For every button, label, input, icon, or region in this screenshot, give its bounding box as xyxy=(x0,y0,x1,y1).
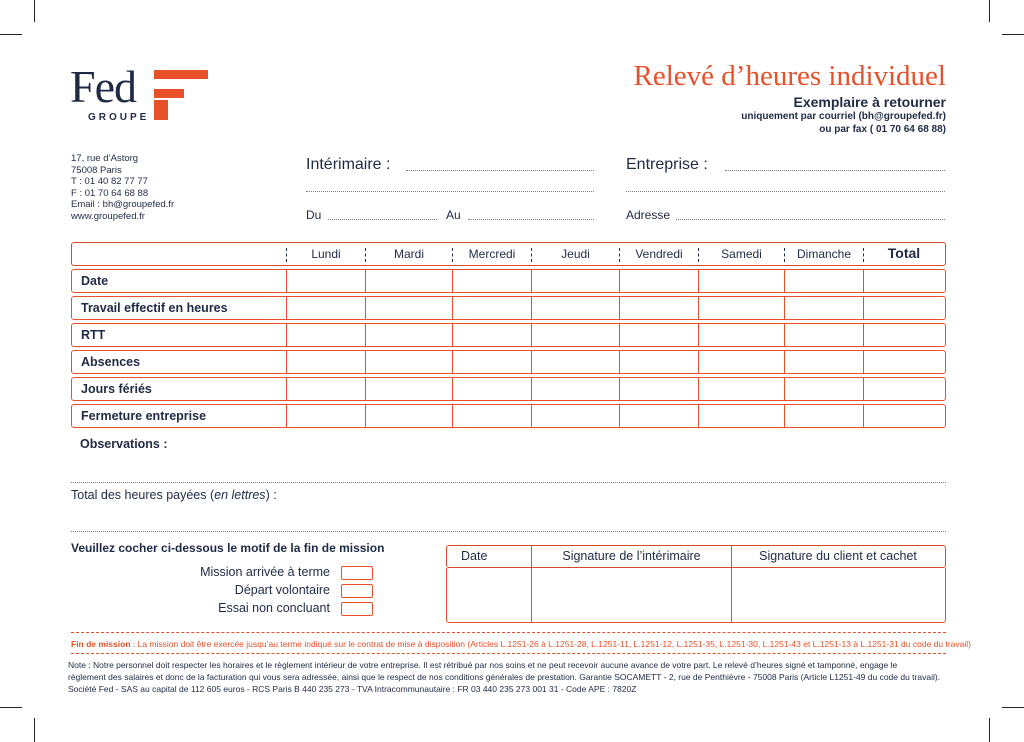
cell-lundi[interactable] xyxy=(286,377,366,401)
adresse-label: Adresse xyxy=(626,208,671,222)
cell-vendredi[interactable] xyxy=(619,323,699,347)
grid-row-date xyxy=(71,269,946,293)
crop-mark xyxy=(1002,707,1024,708)
day-header: Mercredi xyxy=(468,247,516,261)
au-label: Au xyxy=(446,208,461,222)
cell-dimanche[interactable] xyxy=(784,323,864,347)
cell-vendredi[interactable] xyxy=(619,350,699,374)
day-header: Jeudi xyxy=(561,247,590,261)
crop-mark xyxy=(989,718,990,742)
au-field[interactable] xyxy=(468,219,594,220)
grid-row-travail xyxy=(71,296,946,320)
cell-mercredi[interactable] xyxy=(452,377,532,401)
total-header: Total xyxy=(887,245,921,261)
legal-note-3: Société Fed - SAS au capital de 112 605 euros - RCS Paris B 440 235 273 - TVA Intracommunautaire : FR 03 440 235 273 001 31 - Code APE : 7820Z xyxy=(68,684,637,694)
row-label: Travail effectif en heures xyxy=(81,301,228,315)
cell-dimanche[interactable] xyxy=(784,377,864,401)
legal-note-1: Note : Notre personnel doit respecter les horaires et le règlement intérieur de votre entreprise. Il est rétribué par nos soins et ne peut recevoir aucune avance de votre part. Le relevé d’heures signé et tamponné, engage le xyxy=(68,660,898,670)
interimaire-field-line2[interactable] xyxy=(306,191,594,192)
address-line: 75008 Paris xyxy=(71,164,122,176)
cell-lundi[interactable] xyxy=(286,323,366,347)
observations-label: Observations : xyxy=(80,437,168,451)
grid-row-feries xyxy=(71,377,946,401)
footer-divider xyxy=(71,632,946,633)
signature-body xyxy=(446,568,946,623)
subtitle: Exemplaire à retourner xyxy=(793,94,946,110)
cell-lundi[interactable] xyxy=(286,404,366,428)
total-paid-label xyxy=(71,488,277,502)
cell-dimanche[interactable] xyxy=(784,296,864,320)
crop-mark xyxy=(34,0,35,22)
grid-row-absences xyxy=(71,350,946,374)
signature-client-header: Signature du client et cachet xyxy=(759,549,917,563)
logo-mark-icon xyxy=(154,70,210,122)
address-line: T : 01 40 82 77 77 xyxy=(71,176,148,187)
du-label: Du xyxy=(306,208,322,222)
cell-mercredi[interactable] xyxy=(452,323,532,347)
cell-vendredi[interactable] xyxy=(619,377,699,401)
signature-header xyxy=(446,545,946,568)
crop-mark xyxy=(0,34,22,35)
cell-mercredi[interactable] xyxy=(452,404,532,428)
signature-interimaire-cell[interactable] xyxy=(532,568,731,622)
signature-date-cell[interactable] xyxy=(447,568,531,622)
entreprise-field-line2[interactable] xyxy=(626,191,945,192)
row-label: Jours fériés xyxy=(81,382,152,396)
fin-mission-notice xyxy=(71,638,971,650)
address-line: 17, rue d’Astorg xyxy=(71,153,139,164)
row-label: Date xyxy=(81,274,109,288)
fin-mission-label: Fin de mission xyxy=(71,639,131,649)
motif-checkbox-depart[interactable] xyxy=(341,584,373,598)
logo xyxy=(70,60,150,123)
interimaire-label: Intérimaire : xyxy=(306,156,391,173)
day-header: Mardi xyxy=(393,247,424,261)
total-paid-prefix: Total des heures payées ( xyxy=(71,488,215,502)
entreprise-label: Entreprise : xyxy=(626,156,708,173)
observations-field[interactable] xyxy=(71,482,946,483)
row-label: Absences xyxy=(81,355,141,369)
du-field[interactable] xyxy=(328,219,437,220)
crop-mark xyxy=(989,0,990,22)
cell-lundi[interactable] xyxy=(286,269,366,293)
cell-dimanche[interactable] xyxy=(784,269,864,293)
cell-dimanche[interactable] xyxy=(784,404,864,428)
grid-header-row xyxy=(71,242,946,266)
motif-checkbox-terme[interactable] xyxy=(341,566,373,580)
crop-mark xyxy=(0,707,22,708)
motif-label: Départ volontaire xyxy=(234,583,330,597)
page-title: Relevé d’heures individuel xyxy=(633,60,946,92)
signature-client-cell[interactable] xyxy=(732,568,944,622)
motif-label: Mission arrivée à terme xyxy=(200,565,330,579)
legal-note-2: règlement des salaires et donc de la facturation qui vous sera adressée, ainsi que le respect de nos conditions générales de prestation. Garantie SOCAMETT - 2, rue de Penthièvre - 75008 Paris (Article L1251-49 du code du travail). xyxy=(68,672,941,682)
cell-vendredi[interactable] xyxy=(619,269,699,293)
email-instruction: uniquement par courriel (bh@groupefed.fr) xyxy=(741,111,946,122)
grid-row-fermeture xyxy=(71,404,946,428)
row-label: RTT xyxy=(81,328,106,342)
fax-instruction: ou par fax ( 01 70 64 68 88) xyxy=(819,124,946,135)
logo-sub: GROUPE xyxy=(88,112,150,123)
end-mission-heading: Veuillez cocher ci-dessous le motif de la fin de mission xyxy=(71,541,385,555)
crop-mark xyxy=(34,718,35,742)
cell-mercredi[interactable] xyxy=(452,350,532,374)
row-label: Fermeture entreprise xyxy=(81,409,207,423)
address-line: www.groupefed.fr xyxy=(71,210,145,222)
motif-checkbox-essai[interactable] xyxy=(341,602,373,616)
motif-label: Essai non concluant xyxy=(218,601,330,615)
total-paid-suffix: ) : xyxy=(265,488,277,502)
address-line: F : 01 70 64 68 88 xyxy=(71,187,149,199)
cell-vendredi[interactable] xyxy=(619,404,699,428)
cell-dimanche[interactable] xyxy=(784,350,864,374)
day-header: Dimanche xyxy=(796,247,852,261)
interimaire-field[interactable] xyxy=(406,170,594,171)
address-line: Email : bh@groupefed.fr xyxy=(71,199,175,210)
grid-row-rtt xyxy=(71,323,946,347)
adresse-field[interactable] xyxy=(676,219,945,220)
cell-lundi[interactable] xyxy=(286,296,366,320)
day-header: Lundi xyxy=(311,247,341,261)
total-paid-field[interactable] xyxy=(71,531,946,532)
cell-lundi[interactable] xyxy=(286,350,366,374)
fin-mission-text: : La mission doit être exercée jusqu’au terme indiqué sur le contrat de mise à disposition (Articles L.1251-26 à L.1251-28, L.1251-11, L.1251-12, L.1251-35, L.1251-30, L.1251-43 et L.1251-13 à L.1251-31 du code du travail) xyxy=(130,639,971,649)
total-paid-italic: en lettres xyxy=(214,488,266,502)
day-header: Samedi xyxy=(721,247,762,261)
logo-brand: Fed xyxy=(70,61,136,112)
signature-interimaire-header: Signature de l’intérimaire xyxy=(562,549,701,563)
signature-date-header: Date xyxy=(461,549,488,563)
day-header: Vendredi xyxy=(635,247,683,261)
cell-mercredi[interactable] xyxy=(452,269,532,293)
crop-mark xyxy=(1002,34,1024,35)
entreprise-field[interactable] xyxy=(725,170,945,171)
cell-vendredi[interactable] xyxy=(619,296,699,320)
company-address xyxy=(71,153,174,222)
cell-mercredi[interactable] xyxy=(452,296,532,320)
footer-divider xyxy=(71,653,946,654)
